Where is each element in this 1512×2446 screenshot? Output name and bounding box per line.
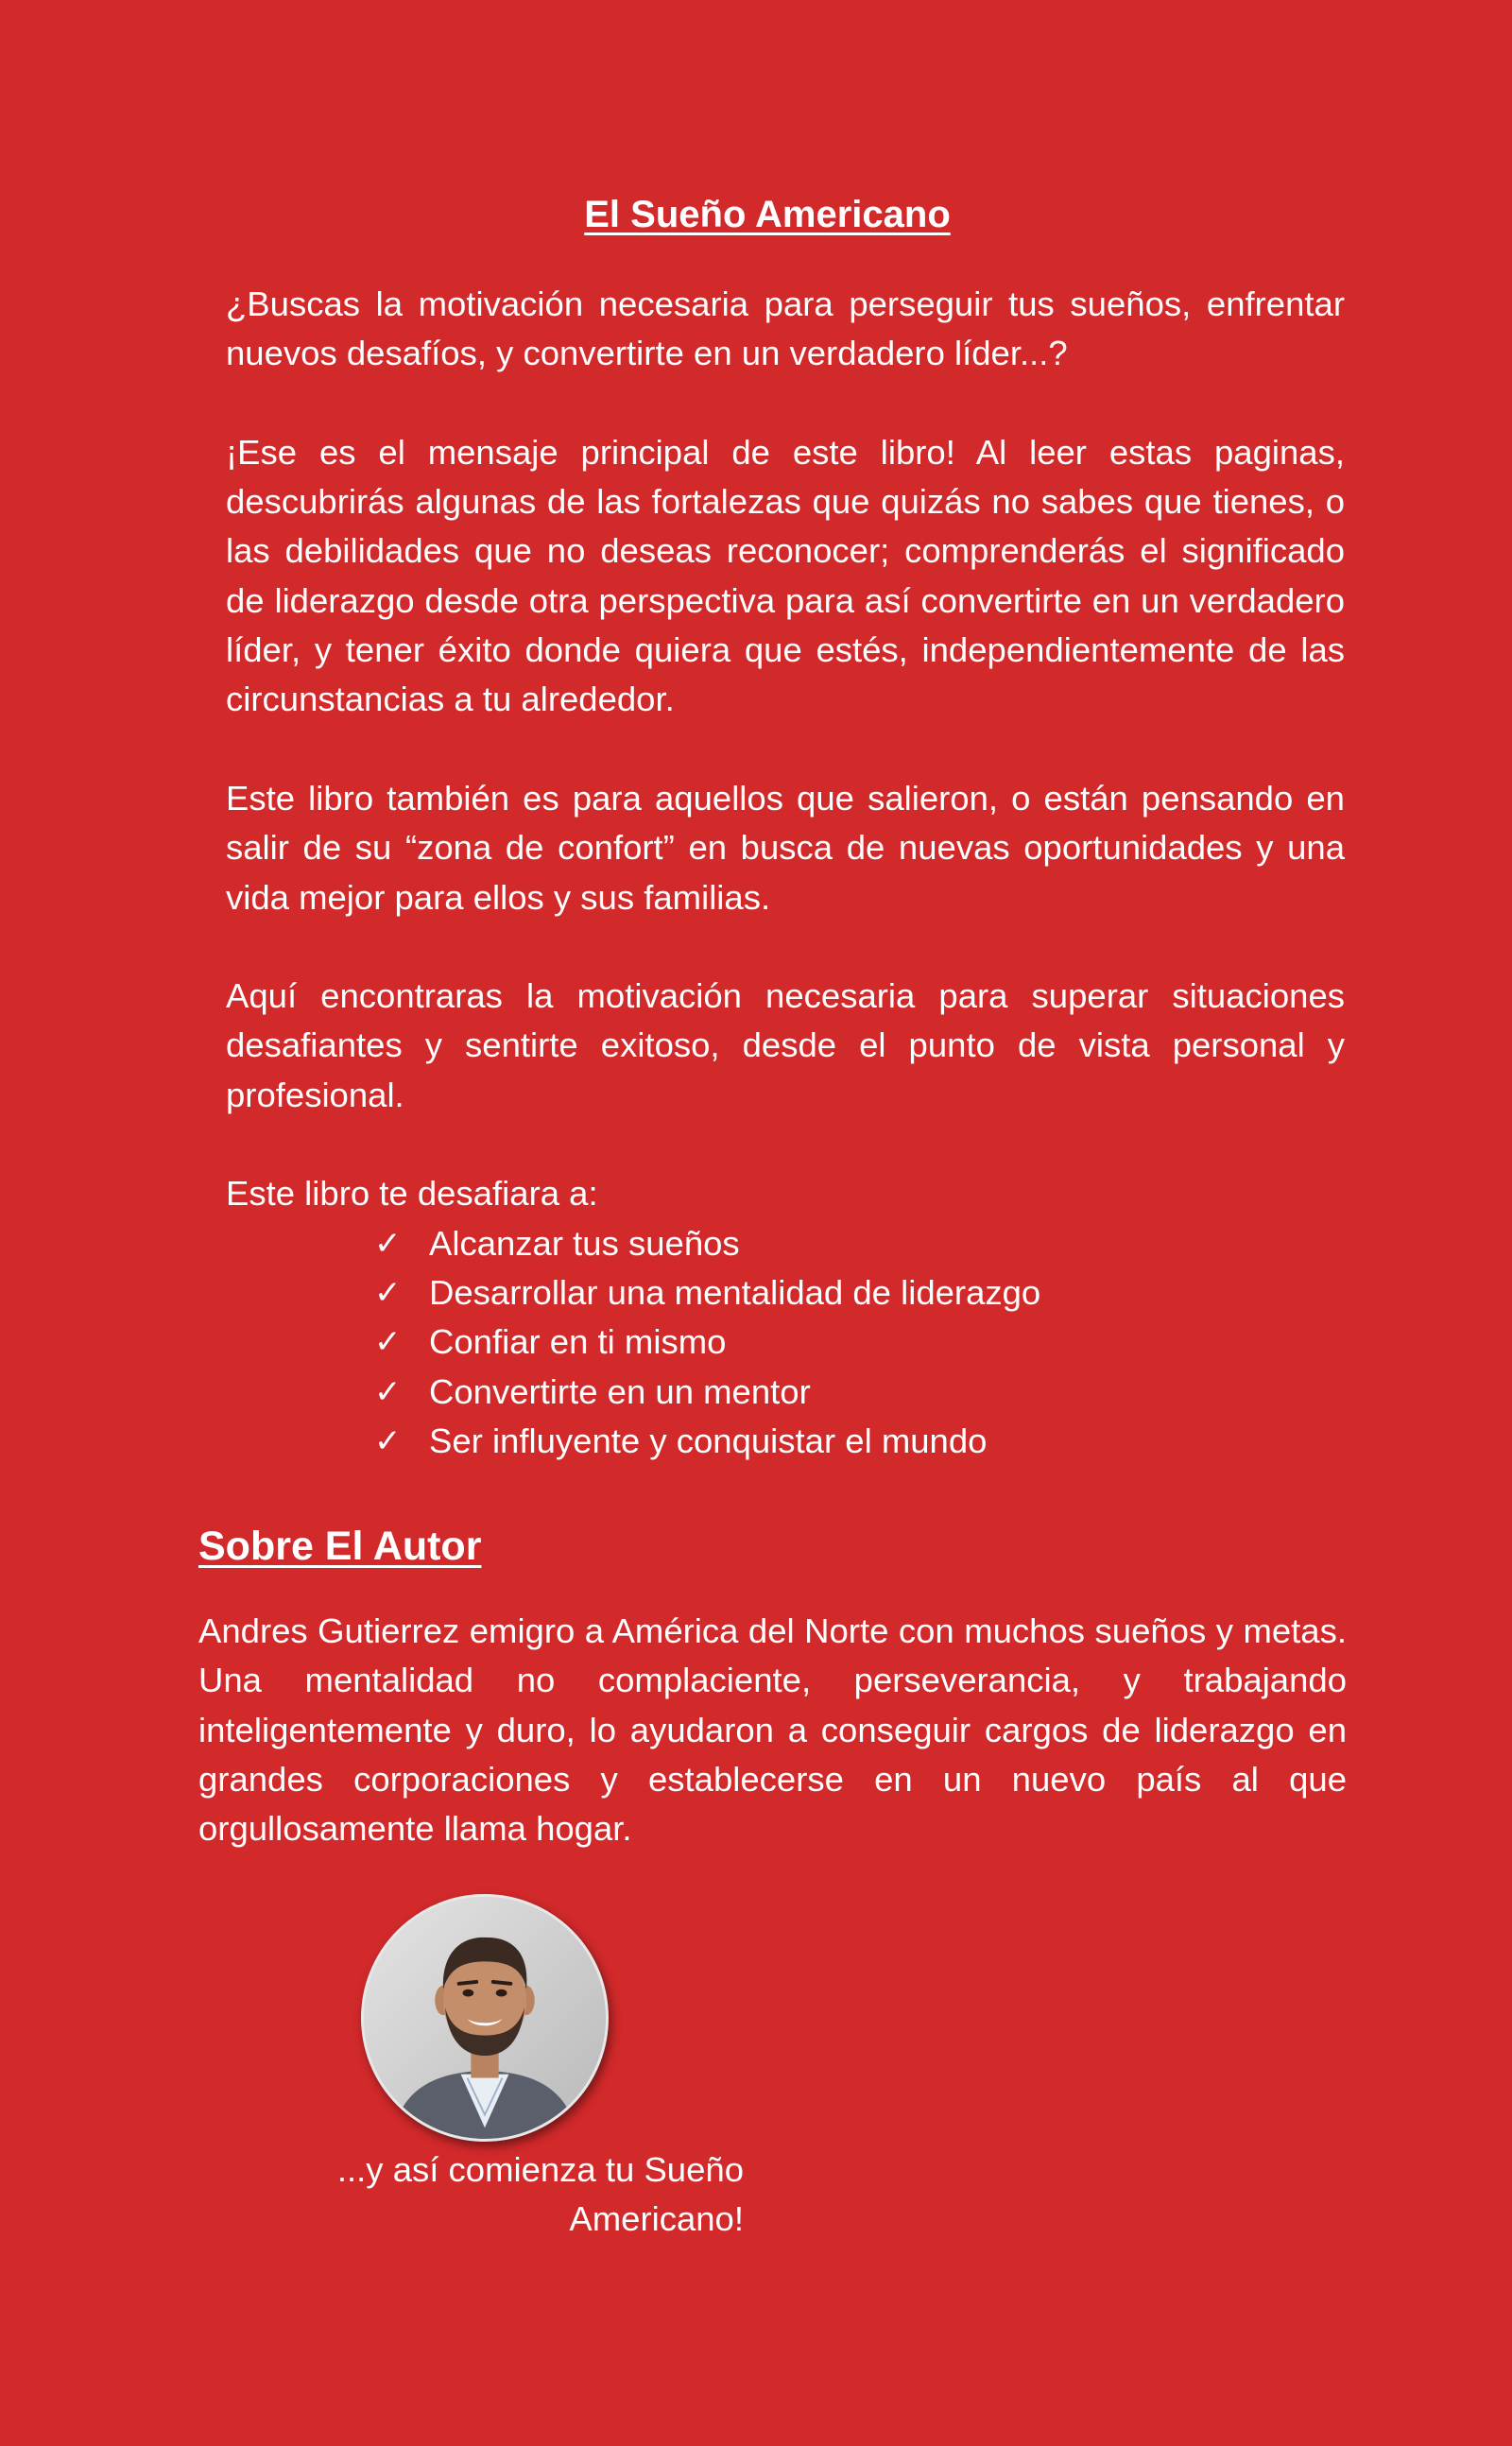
challenges-intro: Este libro te desafiara a:: [226, 1174, 598, 1214]
intro-paragraph-4: Aquí encontraras la motivación necesaria para superar situaciones desafiantes y sentirte exitoso, desde el punto de vista personal y profesional.: [226, 976, 1345, 1114]
list-item: [374, 1219, 1345, 1268]
list-item-label: Confiar en ti mismo: [429, 1322, 727, 1362]
list-item-label: Alcanzar tus sueños: [429, 1223, 740, 1263]
checkmark-icon: ✓: [374, 1224, 402, 1263]
list-item: [374, 1417, 1345, 1466]
list-item: [374, 1368, 1345, 1417]
closing-line: [284, 2145, 744, 2245]
list-item-label: Convertirte en un mentor: [429, 1371, 811, 1411]
intro-paragraph-3: Este libro también es para aquellos que salieron, o están pensando en salir de su “zona de confort” en busca de nuevas oportunidades y una vida mejor para ellos y sus familias.: [226, 778, 1345, 917]
closing-line-2: Americano!: [569, 2199, 744, 2239]
checkmark-icon: ✓: [374, 1421, 402, 1460]
list-item: [374, 1318, 1345, 1367]
challenges-list: [226, 1219, 1345, 1466]
book-title: El Sueño Americano: [584, 194, 951, 235]
list-item-label: Ser influyente y conquistar el mundo: [429, 1421, 988, 1460]
book-description: [226, 280, 1345, 1466]
checkmark-icon: ✓: [374, 1372, 402, 1411]
closing-line-1: ...y así comienza tu Sueño: [336, 2150, 744, 2189]
intro-paragraph-1: ¿Buscas la motivación necesaria para perseguir tus sueños, enfrentar nuevos desafíos, y convertirte en un verdadero líder...?: [226, 284, 1345, 373]
checkmark-icon: ✓: [374, 1323, 402, 1362]
list-item-label: Desarrollar una mentalidad de liderazgo: [429, 1272, 1041, 1312]
author-photo: [361, 1894, 609, 2142]
author-heading: Sobre El Autor: [198, 1524, 482, 1569]
list-item: [374, 1268, 1345, 1318]
checkmark-icon: ✓: [374, 1273, 402, 1312]
intro-paragraph-2: ¡Ese es el mensaje principal de este libro! Al leer estas paginas, descubrirás algunas de las fortalezas que quizás no sabes que tienes, o las debilidades que no deseas reconocer; comprenderás el significado de liderazgo desde otra perspectiva para así convertirte en un verdadero líder, y tener éxito donde quiera que estés, independientemente de las circunstancias a tu alrededor.: [226, 432, 1345, 719]
author-bio: Andres Gutierrez emigro a América del Norte con muchos sueños y metas. Una mentalidad no complaciente, perseverancia, y trabajando inteligentemente y duro, lo ayudaron a conseguir cargos de liderazgo en grandes corporaciones y establecerse en un nuevo país al que orgullosamente llama hogar.: [198, 1611, 1347, 1849]
author-portrait-icon: [364, 1897, 606, 2139]
